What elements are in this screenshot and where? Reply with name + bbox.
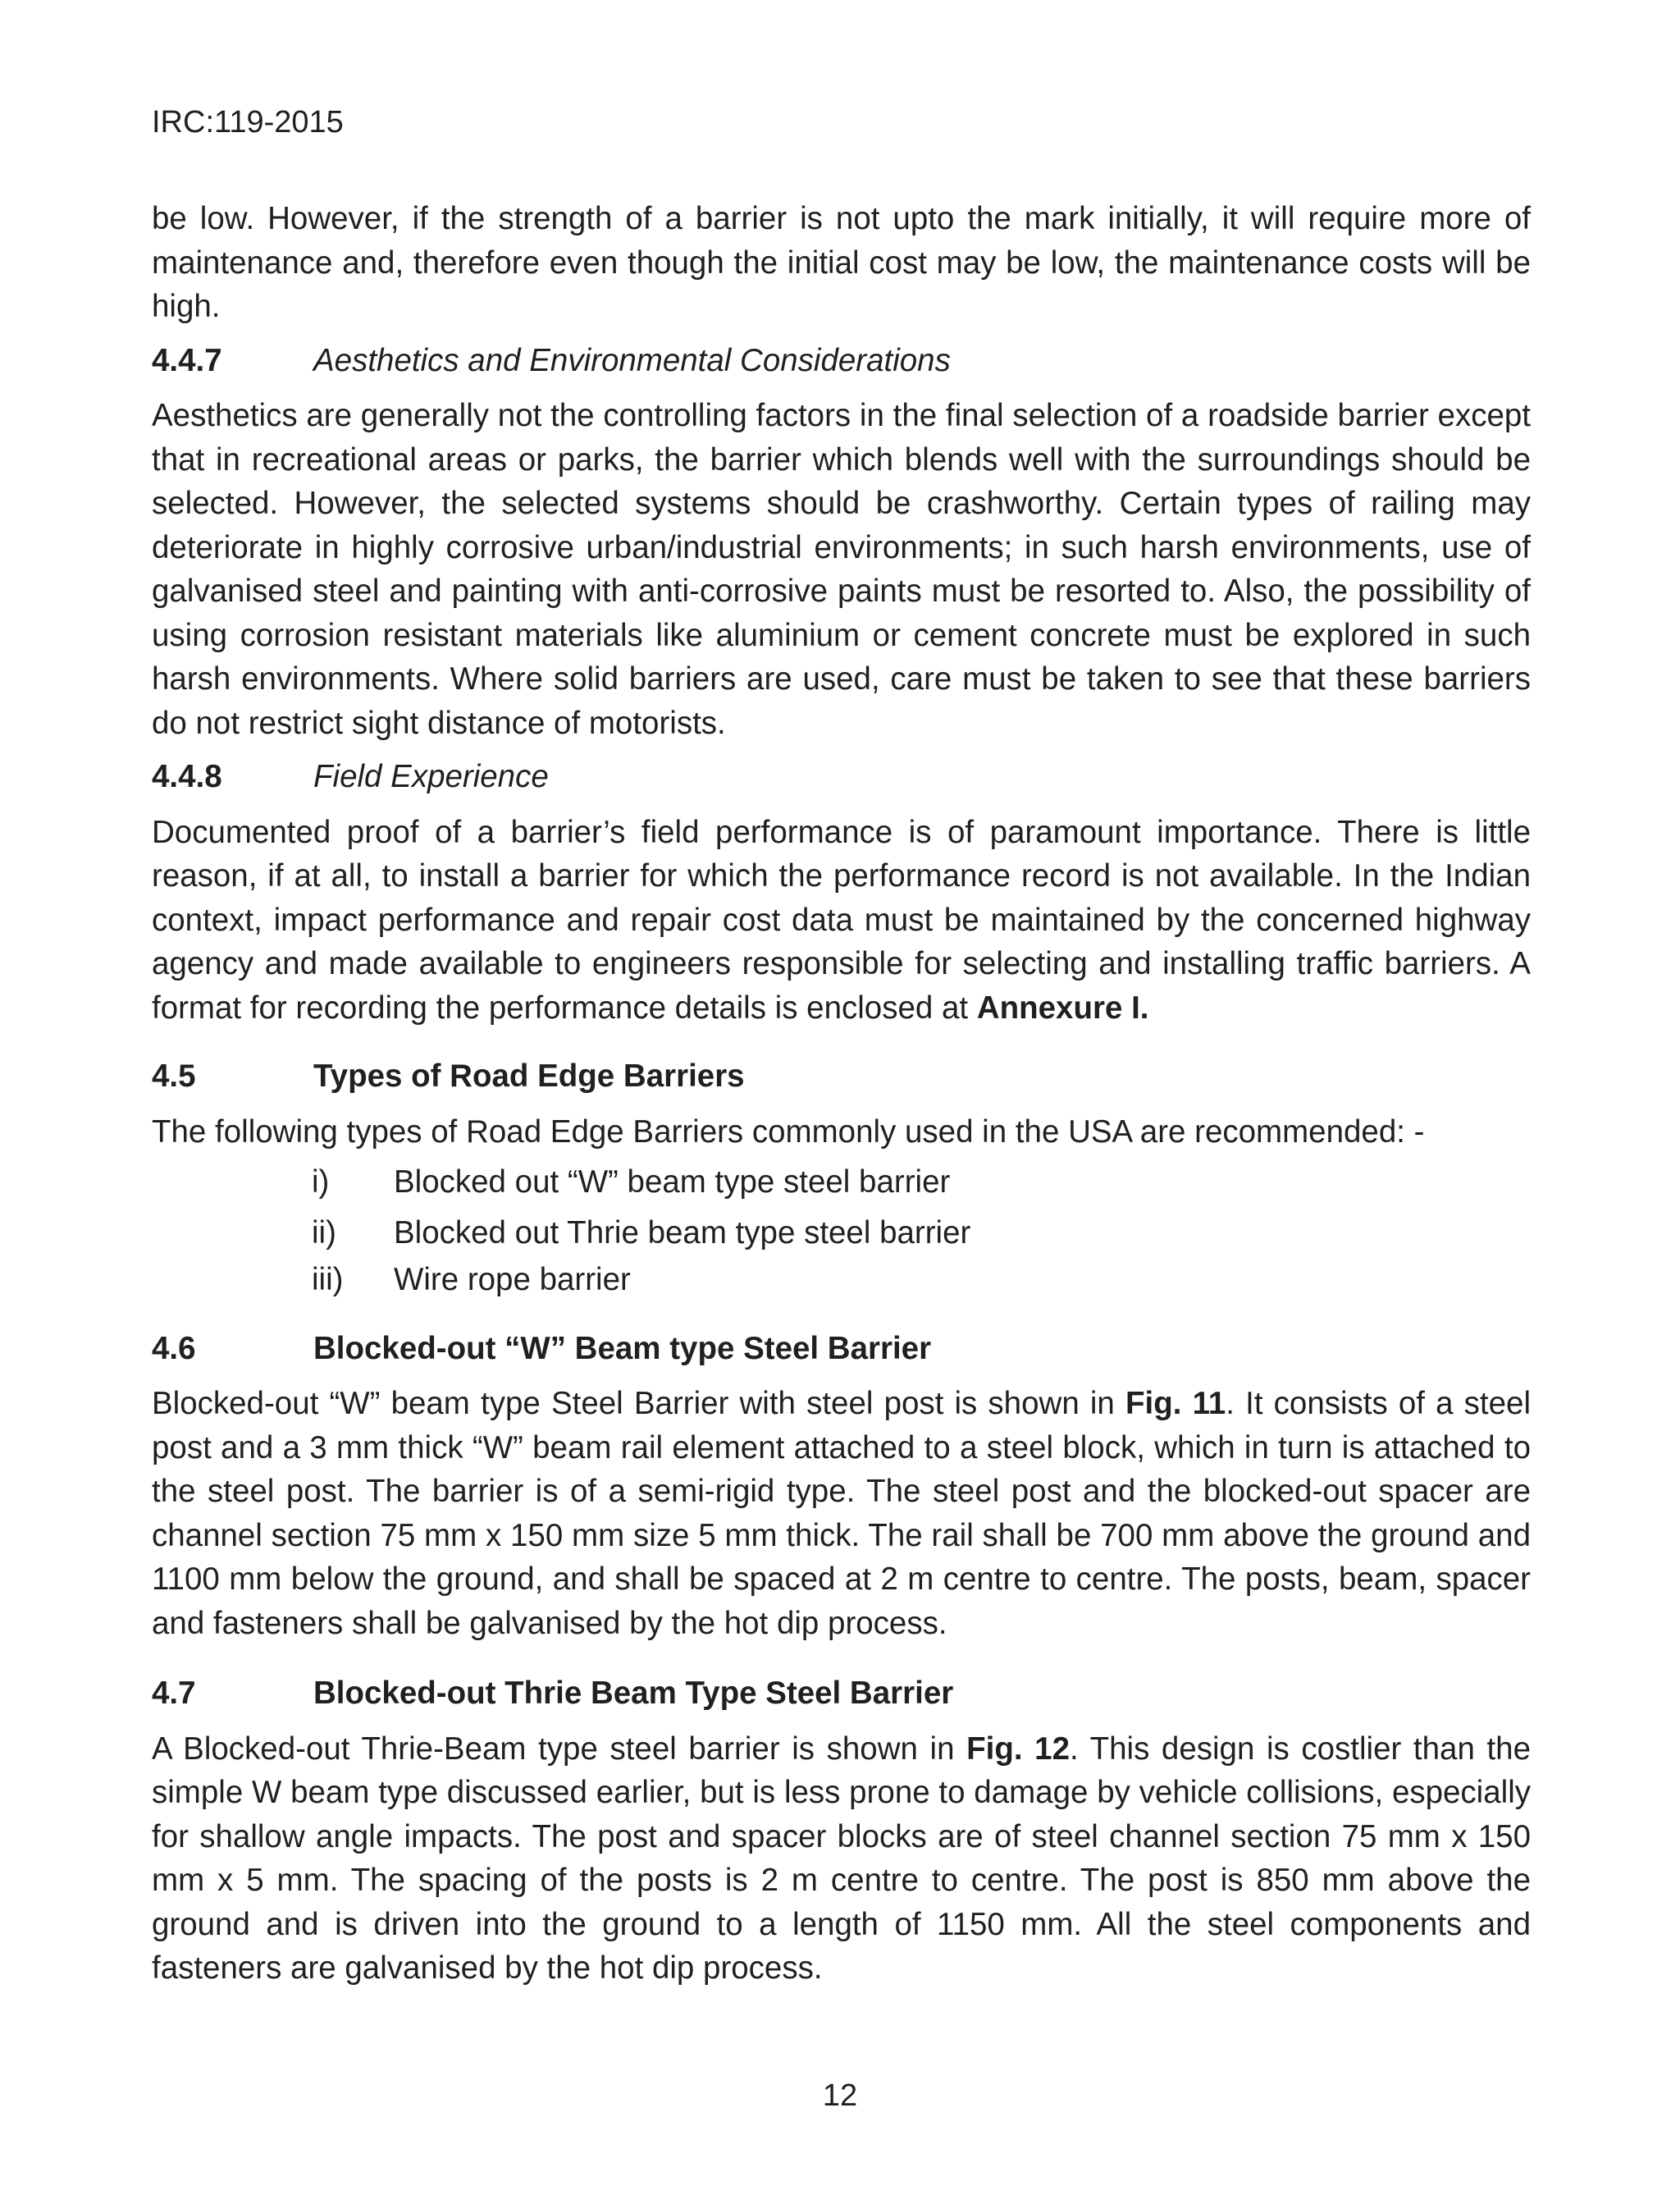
- figure-reference: Fig. 11: [1125, 1386, 1226, 1421]
- section-intro-4-5: The following types of Road Edge Barriers commonly used in the USA are recommended: -: [152, 1113, 1425, 1150]
- intro-paragraph: be low. However, if the strength of a barrier is not upto the mark initially, it will require more of maintenance and, therefore even though the initial cost may be low, the maintenance costs will be high.: [152, 201, 1531, 324]
- list-marker: i): [312, 1164, 330, 1200]
- section-body-4-4-7: Aesthetics are generally not the controlling factors in the final selection of a roadside barrier except that in recreational areas or parks, the barrier which blends well with the surroundings should be selected. However, the selected systems should be crashworthy. Certain types of railing may deteriorate in highly corrosive urban/industrial environments; in such harsh environments, use of galvanised steel and painting with anti-corrosive paints must be resorted to. Also, the possibility of using corrosion resistant materials like aluminium or cement concrete must be explored in such harsh environments. Where solid barriers are used, care must be taken to see that these barriers do not restrict sight distance of motorists.: [152, 398, 1531, 741]
- section-title: Field Experience: [313, 759, 549, 794]
- section-number: 4.4.8: [152, 759, 222, 794]
- page-content: [152, 197, 1531, 1991]
- section-body-text: . This design is costlier than the simple W beam type discussed earlier, but is less prone to damage by vehicle collisions, especially for shallow angle impacts. The post and spacer blocks are of steel channel section 75 mm x 150 mm x 5 mm. The spacing of the posts is 2 m centre to centre. The post is 850 mm above the ground and is driven into the ground to a length of 1150 mm. All the steel components and fasteners are galvanised by the hot dip process.: [152, 1731, 1531, 1986]
- section-number: 4.5: [152, 1058, 196, 1094]
- annexure-reference: Annexure I.: [976, 990, 1149, 1026]
- section-body-4-7: [152, 1727, 1531, 1991]
- section-heading-4-4-7: [152, 339, 1531, 383]
- section-title: Types of Road Edge Barriers: [313, 1058, 745, 1094]
- section-heading-4-5: [152, 1054, 1531, 1099]
- section-body-text: Documented proof of a barrier’s field performance is of paramount importance. There is little reason, if at all, to install a barrier for which the performance record is not available. In the Indian context, impact performance and repair cost data must be maintained by the concerned highway agency and made available to engineers responsible for selecting and installing traffic barriers. A format for recording the performance details is enclosed at: [152, 814, 1531, 1026]
- section-title: Blocked-out “W” Beam type Steel Barrier: [313, 1330, 932, 1366]
- section-title: Aesthetics and Environmental Considerations: [313, 342, 951, 378]
- document-id-header: IRC:119-2015: [152, 105, 344, 139]
- section-body-4-4-8: [152, 811, 1531, 1031]
- list-item: [152, 1211, 1531, 1255]
- section-number: 4.4.7: [152, 342, 222, 378]
- list-item-text: Blocked out Thrie beam type steel barrier: [394, 1214, 971, 1250]
- figure-reference: Fig. 12: [966, 1731, 1070, 1767]
- barrier-types-list: [152, 1160, 1531, 1302]
- list-marker: ii): [312, 1214, 336, 1250]
- section-number: 4.7: [152, 1676, 196, 1711]
- section-heading-4-6: [152, 1327, 1531, 1371]
- section-body-text: . It consists of a steel post and a 3 mm thick “W” beam rail element attached to a steel block, which in turn is attached to the steel post. The barrier is of a semi-rigid type. The steel post and the blocked-out spacer are channel section 75 mm x 150 mm size 5 mm thick. The rail shall be 700 mm above the ground and 1100 mm below the ground, and shall be spaced at 2 m centre to centre. The posts, beam, spacer and fasteners shall be galvanised by the hot dip process.: [152, 1386, 1532, 1641]
- section-body-text: A Blocked-out Thrie-Beam type steel barrier is shown in: [152, 1731, 955, 1767]
- page-number: 12: [822, 2078, 858, 2113]
- section-title: Blocked-out Thrie Beam Type Steel Barrier: [313, 1676, 954, 1711]
- section-body-4-6: [152, 1382, 1531, 1645]
- list-item: [152, 1160, 1531, 1205]
- section-number: 4.6: [152, 1330, 196, 1366]
- list-item: [152, 1258, 1531, 1302]
- section-heading-4-7: [152, 1671, 1531, 1716]
- list-item-text: Blocked out “W” beam type steel barrier: [394, 1164, 951, 1200]
- list-marker: iii): [312, 1262, 344, 1297]
- section-heading-4-4-8: [152, 755, 1531, 799]
- section-body-text: Blocked-out “W” beam type Steel Barrier with steel post is shown in: [152, 1386, 1115, 1421]
- list-item-text: Wire rope barrier: [394, 1262, 631, 1297]
